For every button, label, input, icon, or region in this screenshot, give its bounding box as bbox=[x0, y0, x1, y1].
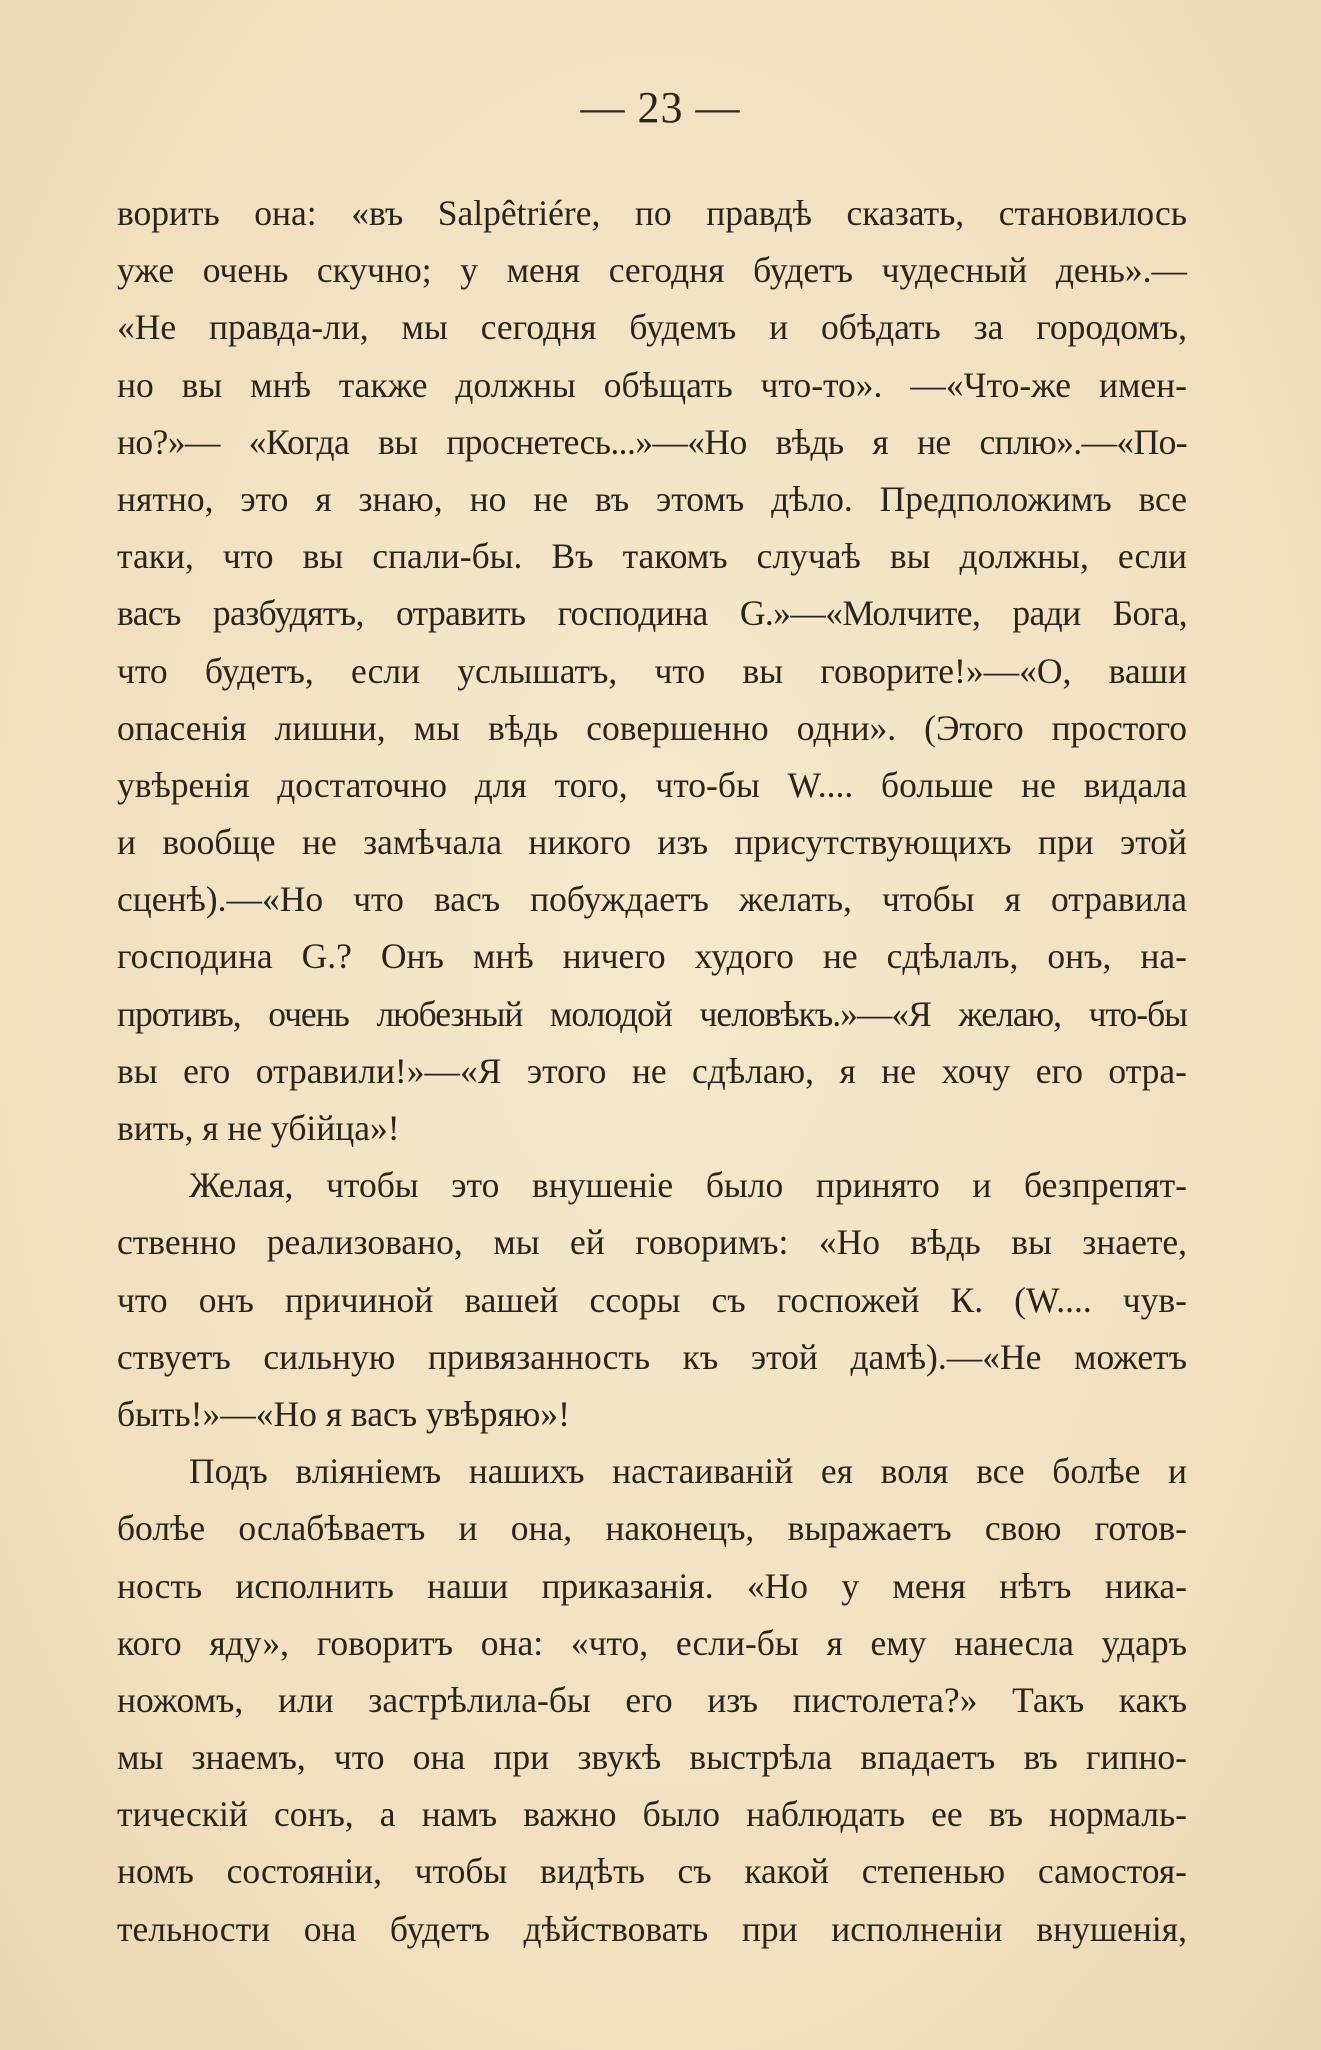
text-line: мы знаемъ, что она при звукѣ выстрѣла впадаетъ въ гипно- bbox=[117, 1737, 1187, 1778]
text-line: господина G.? Онъ мнѣ ничего худого не сдѣлалъ, онъ, на- bbox=[117, 936, 1187, 977]
paragraph-end-line: вить, я не убійца»! bbox=[117, 1108, 400, 1148]
text-line: «Не правда-ли, мы сегодня будемъ и обѣдать за городомъ, bbox=[117, 307, 1187, 348]
paragraph-start-line: Подъ вліяніемъ нашихъ настаиваній ея воля все болѣе и bbox=[189, 1451, 1187, 1492]
text-line: и вообще не замѣчала никого изъ присутствующихъ при этой bbox=[117, 822, 1187, 863]
text-line: увѣренія достаточно для того, что-бы W.... больше не видала bbox=[117, 764, 1187, 805]
body-text bbox=[117, 185, 1187, 1958]
text-line: кого яду», говоритъ она: «что, если-бы я ему нанесла ударъ bbox=[117, 1622, 1187, 1663]
text-line: тельности она будетъ дѣйствовать при исполненіи внушенія, bbox=[117, 1908, 1187, 1949]
text-line: что будетъ, если услышатъ, что вы говорите!»—«О, ваши bbox=[117, 650, 1187, 691]
text-line: болѣе ослабѣваетъ и она, наконецъ, выражаетъ свою готов- bbox=[117, 1508, 1187, 1549]
text-line: таки, что вы спали-бы. Въ такомъ случаѣ вы должны, если bbox=[117, 536, 1187, 577]
text-line: сценѣ).—«Но что васъ побуждаетъ желать, чтобы я отравила bbox=[117, 879, 1187, 920]
text-line: ственно реализовано, мы ей говоримъ: «Но вѣдь вы знаете, bbox=[117, 1222, 1187, 1263]
text-line: что онъ причиной вашей ссоры съ госпожей К. (W.... чув- bbox=[117, 1279, 1187, 1320]
text-line: вы его отравили!»—«Я этого не сдѣлаю, я не хочу его отра- bbox=[117, 1050, 1187, 1091]
page-number: — 23 — bbox=[580, 83, 741, 132]
text-line: номъ состояніи, чтобы видѣть съ какой степенью самостоя- bbox=[117, 1851, 1187, 1892]
text-line: противъ, очень любезный молодой человѣкъ.»—«Я желаю, что-бы bbox=[117, 993, 1187, 1034]
text-line: ножомъ, или застрѣлила-бы его изъ пистолета?» Такъ какъ bbox=[117, 1679, 1187, 1720]
paragraph-end-line: быть!»—«Но я васъ увѣряю»! bbox=[117, 1393, 570, 1434]
text-line: но вы мнѣ также должны обѣщать что-то». —«Что-же имен- bbox=[117, 364, 1187, 405]
text-line: нятно, это я знаю, но не въ этомъ дѣло. Предположимъ все bbox=[117, 478, 1187, 519]
text-line: васъ разбудятъ, отравить господина G.»—«Молчите, ради Бога, bbox=[117, 593, 1187, 634]
text-line: ность исполнить наши приказанія. «Но у меня нѣтъ ника- bbox=[117, 1565, 1187, 1606]
text-line: опасенія лишни, мы вѣдь совершенно одни». (Этого простого bbox=[117, 707, 1187, 748]
text-line: ворить она: «въ Salpêtriére, по правдѣ сказать, становилось bbox=[117, 193, 1187, 233]
text-line: ствуетъ сильную привязанность къ этой дамѣ).—«Не можетъ bbox=[117, 1336, 1187, 1377]
paragraph-start-line: Желая, чтобы это внушеніе было принято и безпрепят- bbox=[189, 1165, 1187, 1206]
text-line: но?»— «Когда вы проснетесь...»—«Но вѣдь я не сплю».—«По- bbox=[117, 421, 1187, 462]
text-line: тическій сонъ, а намъ важно было наблюдать ее въ нормаль- bbox=[117, 1794, 1187, 1835]
text-line: уже очень скучно; у меня сегодня будетъ чудесный день».— bbox=[117, 250, 1187, 291]
